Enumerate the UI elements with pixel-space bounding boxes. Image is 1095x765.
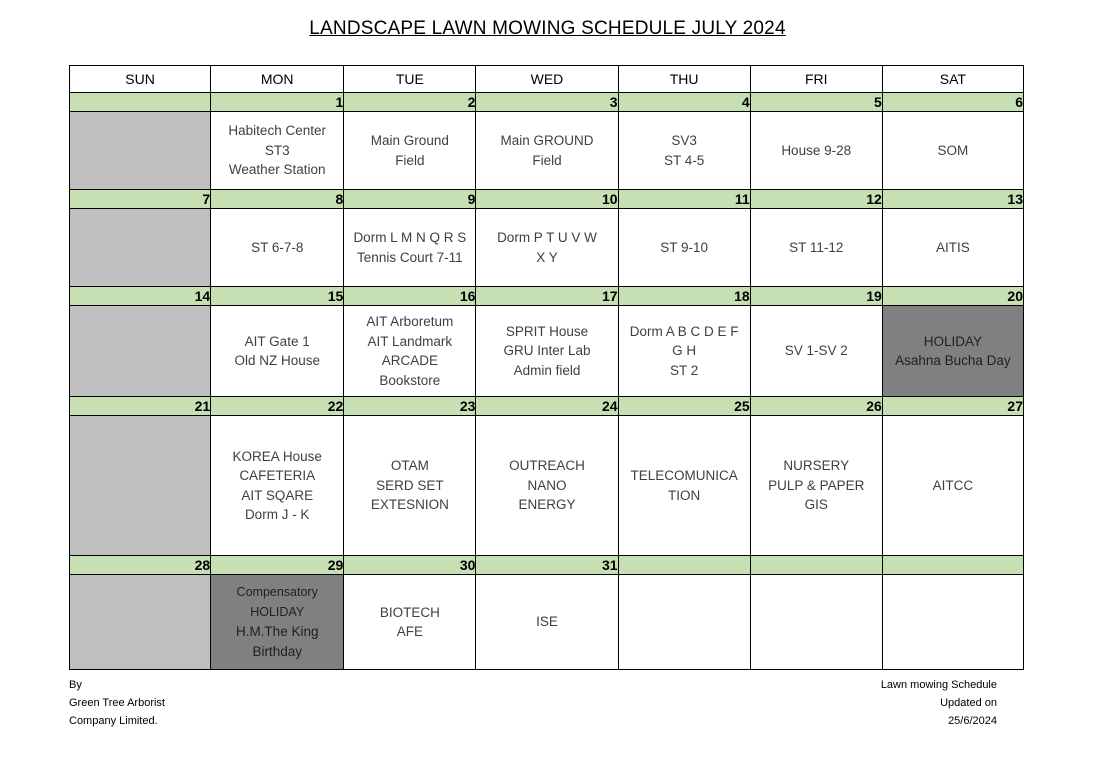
date-number: 18 [618,287,750,306]
task-line: ST 9-10 [660,239,708,255]
footer-company-suffix: Company Limited. [69,715,158,727]
date-number: 4 [618,93,750,112]
sunday-cell [70,306,211,397]
schedule-cell [618,575,750,670]
task-line: AITIS [936,239,970,255]
schedule-cell [750,575,882,670]
weekday-thu: THU [618,66,750,93]
sunday-cell [70,209,211,287]
date-number-row [70,556,1024,575]
weekday-tue: TUE [344,66,476,93]
date-number: 21 [70,397,211,416]
date-number: 7 [70,190,211,209]
task-line: Dorm A B C D E F [629,323,739,339]
footer-by: By [69,679,82,691]
task-line: KOREA House [232,448,322,464]
weekday-sat: SAT [882,66,1023,93]
task-line: G H [672,343,697,359]
task-line: Main GROUND [500,133,594,148]
footer-company [69,676,165,730]
weekday-fri: FRI [750,66,882,93]
date-number [882,556,1023,575]
date-number: 25 [618,397,750,416]
date-number-row [70,93,1024,112]
date-number: 26 [750,397,882,416]
task-line: ST 4-5 [663,152,705,168]
schedule-cell [750,209,882,287]
footer-updated-date: 25/6/2024 [948,715,997,727]
page-title: LANDSCAPE LAWN MOWING SCHEDULE JULY 2024 [309,18,786,39]
schedule-row [70,575,1024,670]
date-number: 31 [476,556,618,575]
schedule-cell [476,416,618,556]
schedule-cell [476,112,618,190]
date-number: 19 [750,287,882,306]
task-line: SV3 [671,133,697,148]
task-line: ENERGY [518,497,576,513]
task-line: PULP & PAPER [768,477,865,493]
footer-update-info [840,676,997,730]
schedule-cell [618,209,750,287]
date-number: 5 [750,93,882,112]
date-number: 11 [618,190,750,209]
date-number [618,556,750,575]
date-number: 23 [344,397,476,416]
task-line: TION [667,487,701,503]
date-number: 14 [70,287,211,306]
task-line: SOM [937,142,969,158]
task-line: Dorm P T U V W [497,230,597,245]
task-line: NANO [527,477,567,493]
task-line: Dorm J - K [244,507,310,522]
task-line: AIT Gate 1 [244,333,310,349]
task-line: SPRIT House [505,323,589,339]
schedule-cell [618,112,750,190]
date-number: 15 [211,287,344,306]
task-line: Tennis Court 7-11 [357,249,463,265]
date-number: 16 [344,287,476,306]
task-line: Compensatory [236,585,318,599]
schedule-cell [618,306,750,397]
date-number: 1 [211,93,344,112]
task-line: NURSERY [783,458,850,474]
task-line: SV 1-SV 2 [784,343,848,359]
task-line: Bookstore [379,372,441,388]
schedule-row [70,112,1024,190]
schedule-cell [344,575,476,670]
task-line: Dorm L M N Q R S [353,230,467,245]
date-number: 3 [476,93,618,112]
task-line: BIOTECH [379,604,440,620]
task-line: OTAM [390,458,429,474]
task-line: House 9-28 [781,142,852,158]
date-number: 22 [211,397,344,416]
task-line: Main Ground [370,133,449,148]
schedule-cell [882,306,1023,397]
date-number: 8 [211,190,344,209]
date-number: 20 [882,287,1023,306]
calendar-body [70,93,1024,670]
task-line: Asahna Bucha Day [895,353,1011,368]
task-line: ARCADE [381,353,438,368]
task-line: ST3 [264,142,290,158]
task-line: ISE [536,614,558,630]
date-number: 9 [344,190,476,209]
task-line: Habitech Center [228,123,326,139]
task-line: AITCC [932,477,974,493]
footer-updated-label: Updated on [940,697,997,709]
weekday-header-row [70,66,1024,93]
schedule-cell [344,416,476,556]
task-line: TELECOMUNICA [630,468,738,483]
task-line: ST 11-12 [789,239,844,255]
date-number: 17 [476,287,618,306]
schedule-cell [211,306,344,397]
schedule-cell [476,209,618,287]
schedule-row [70,209,1024,287]
footer-company-name: Green Tree Arborist [69,697,165,709]
schedule-cell [211,416,344,556]
task-line: AIT Arboretum [366,314,454,329]
schedule-cell [476,575,618,670]
date-number [750,556,882,575]
date-number-row [70,397,1024,416]
schedule-cell [750,416,882,556]
schedule-cell [211,209,344,287]
schedule-cell [344,112,476,190]
date-number: 30 [344,556,476,575]
schedule-cell [882,112,1023,190]
schedule-cell [476,306,618,397]
calendar-table [69,65,1024,670]
date-number [70,93,211,112]
task-line: Field [532,152,562,168]
task-line: GRU Inter Lab [503,343,591,359]
task-line: CAFETERIA [239,468,316,483]
schedule-cell [618,416,750,556]
schedule-cell [750,112,882,190]
date-number: 2 [344,93,476,112]
weekday-mon: MON [211,66,344,93]
date-number-row [70,287,1024,306]
weekday-wed: WED [476,66,618,93]
footer-doc-name: Lawn mowing Schedule [880,679,997,691]
task-line: ST 2 [669,362,699,378]
task-line: Old NZ House [234,353,320,368]
date-number: 24 [476,397,618,416]
date-number: 29 [211,556,344,575]
task-line: Birthday [252,643,302,659]
task-line: Admin field [513,362,581,378]
schedule-row [70,306,1024,397]
sunday-cell [70,112,211,190]
task-line: AIT SQARE [241,487,314,503]
task-line: EXTESNION [370,497,449,513]
schedule-cell [882,209,1023,287]
sunday-cell [70,575,211,670]
task-line: GIS [804,497,828,513]
task-line: X Y [536,249,558,265]
schedule-row [70,416,1024,556]
task-line: Field [395,152,425,168]
date-number-row [70,190,1024,209]
schedule-cell [344,209,476,287]
task-line: HOLIDAY [250,604,305,619]
task-line: AFE [396,624,423,639]
date-number: 10 [476,190,618,209]
task-line: SERD SET [376,477,444,493]
task-line: H.M.The King [235,624,319,639]
schedule-cell [344,306,476,397]
date-number: 27 [882,397,1023,416]
task-line: HOLIDAY [923,333,983,349]
schedule-cell [211,575,344,670]
task-line: ST 6-7-8 [251,239,304,255]
task-line: OUTREACH [509,458,585,474]
date-number: 13 [882,190,1023,209]
schedule-cell [882,416,1023,556]
task-line: AIT Landmark [367,333,453,349]
schedule-cell [750,306,882,397]
weekday-sun: SUN [70,66,211,93]
date-number: 28 [70,556,211,575]
task-line: Weather Station [228,162,326,178]
schedule-cell [211,112,344,190]
date-number: 6 [882,93,1023,112]
schedule-cell [882,575,1023,670]
sunday-cell [70,416,211,556]
date-number: 12 [750,190,882,209]
